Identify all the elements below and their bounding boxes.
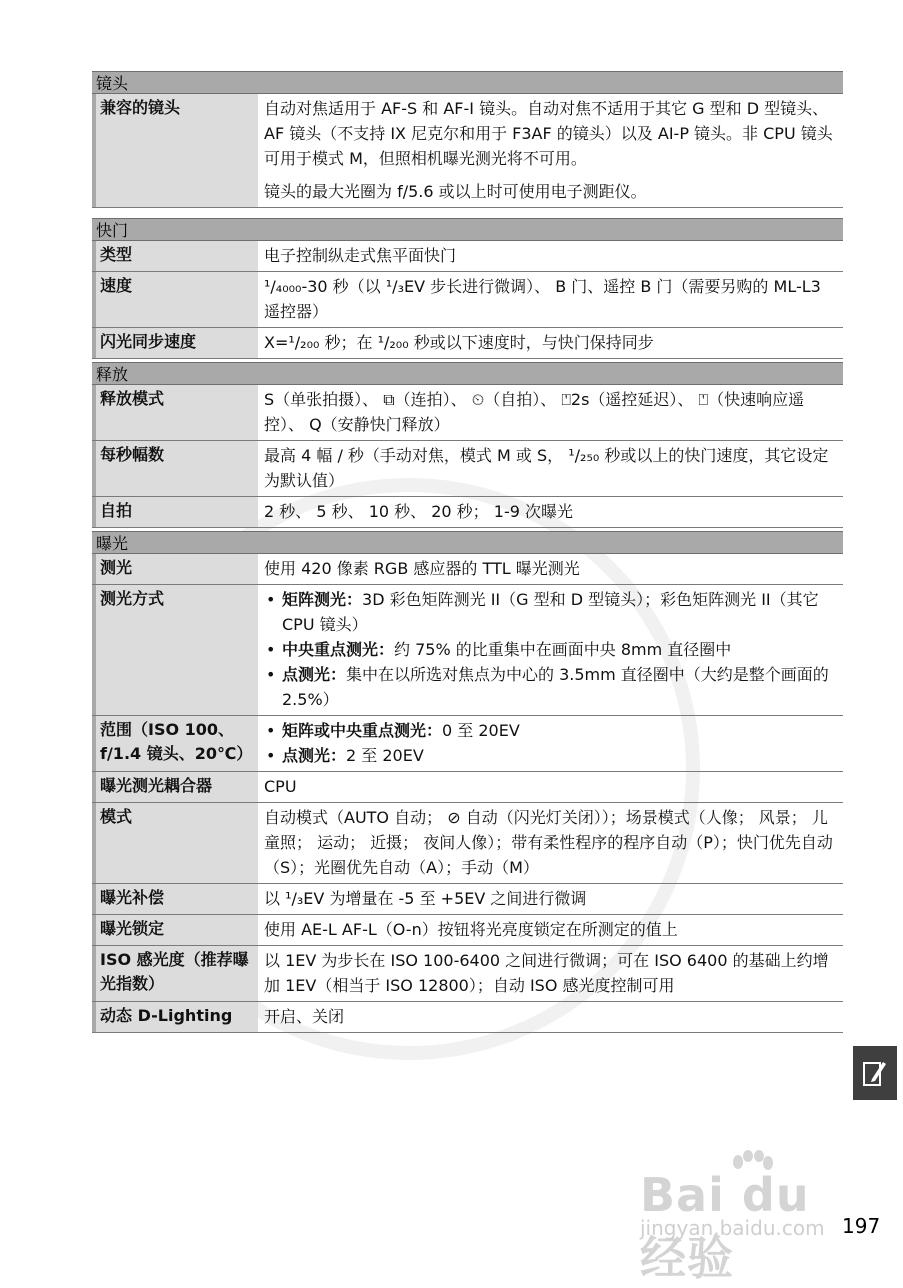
baidu-logo-text: Bai du 经验 xyxy=(640,1168,810,1285)
bullet-item xyxy=(264,637,839,662)
row-label: 模式 xyxy=(92,803,258,883)
row-text: 2 秒、 5 秒、 10 秒、 20 秒； 1-9 次曝光 xyxy=(264,502,573,521)
baidu-jingyan-watermark xyxy=(640,1150,860,1285)
spec-row xyxy=(92,803,843,884)
spec-row xyxy=(92,915,843,946)
row-text: 以 1EV 为步长在 ISO 100-6400 之间进行微调；可在 ISO 6400 的基础上约增加 1EV（相当于 ISO 12800）；自动 ISO 感光度控制可用 xyxy=(264,951,829,995)
row-label: 速度 xyxy=(92,272,258,327)
row-label: 动态 D-Lighting xyxy=(92,1002,258,1032)
spec-row xyxy=(92,772,843,803)
section-title: 镜头 xyxy=(92,71,843,94)
row-label: 范围（ISO 100、f/1.4 镜头、20℃） xyxy=(92,716,258,771)
row-value xyxy=(258,497,843,527)
bullet-term: 中央重点测光： xyxy=(282,640,395,659)
row-text: S（单张拍摄）、 ⧉（连拍）、 ⏲（自拍）、 ⍞2s（遥控延迟）、 ⍞（快速响应遥控）、 Q（安静快门释放） xyxy=(264,390,805,434)
bullet-term: 点测光： xyxy=(282,665,347,684)
row-value xyxy=(258,272,843,327)
section-title: 快门 xyxy=(92,218,843,241)
spec-row xyxy=(92,716,843,772)
row-text: 使用 AE-L AF-L（O-n）按钮将光亮度锁定在所测定的值上 xyxy=(264,920,678,939)
row-value xyxy=(258,328,843,358)
row-text: ¹/₄₀₀₀-30 秒（以 ¹/₃EV 步长进行微调）、 B 门、遥控 B 门（需要另购的 ML-L3 遥控器） xyxy=(264,277,821,321)
row-label: 释放模式 xyxy=(92,385,258,440)
section-title: 释放 xyxy=(92,362,843,385)
bullet-item xyxy=(264,718,839,743)
bullet-text: 3D 彩色矩阵测光 II（G 型和 D 型镜头）；彩色矩阵测光 II（其它 CPU 镜头） xyxy=(282,590,819,634)
row-label: 兼容的镜头 xyxy=(92,94,258,207)
section-exposure xyxy=(92,531,843,1033)
row-value xyxy=(258,94,843,207)
bullet-item xyxy=(264,743,839,768)
row-value xyxy=(258,1002,843,1032)
page-number: 197 xyxy=(842,1214,881,1238)
row-text: 最高 4 幅 / 秒（手动对焦，模式 M 或 S， ¹/₂₅₀ 秒或以上的快门速度，其它设定为默认值） xyxy=(264,446,829,490)
spec-row xyxy=(92,884,843,915)
row-text: CPU xyxy=(264,777,297,796)
row-label: 闪光同步速度 xyxy=(92,328,258,358)
row-value xyxy=(258,884,843,914)
row-text: X=¹/₂₀₀ 秒；在 ¹/₂₀₀ 秒或以下速度时，与快门保持同步 xyxy=(264,333,654,352)
row-label: 类型 xyxy=(92,241,258,271)
section-shutter xyxy=(92,218,843,359)
spec-row xyxy=(92,497,843,528)
spec-row xyxy=(92,385,843,441)
row-label: 曝光锁定 xyxy=(92,915,258,945)
spec-row xyxy=(92,94,843,208)
row-value xyxy=(258,585,843,715)
row-label: 曝光测光耦合器 xyxy=(92,772,258,802)
row-value xyxy=(258,915,843,945)
bullet-text: 2 至 20EV xyxy=(346,746,424,765)
row-value xyxy=(258,803,843,883)
section-lens xyxy=(92,71,843,208)
row-label: 测光方式 xyxy=(92,585,258,715)
spec-row xyxy=(92,1002,843,1033)
bullet-item xyxy=(264,587,839,637)
row-value xyxy=(258,554,843,584)
bullet-term: 点测光： xyxy=(282,746,347,765)
spec-row xyxy=(92,441,843,497)
bullet-text: 0 至 20EV xyxy=(442,721,520,740)
row-text: 镜头的最大光圈为 f/5.6 或以上时可使用电子测距仪。 xyxy=(264,182,647,201)
row-label: ISO 感光度（推荐曝光指数） xyxy=(92,946,258,1001)
chapter-tab[interactable] xyxy=(853,1046,897,1100)
baidu-url: jingyan.baidu.com xyxy=(640,1216,825,1240)
spec-row xyxy=(92,585,843,716)
row-value xyxy=(258,385,843,440)
notes-pencil-icon xyxy=(863,1059,887,1087)
spec-row xyxy=(92,272,843,328)
spec-row xyxy=(92,241,843,272)
spec-row xyxy=(92,328,843,359)
row-text: 以 ¹/₃EV 为增量在 -5 至 +5EV 之间进行微调 xyxy=(264,889,587,908)
row-text: 使用 420 像素 RGB 感应器的 TTL 曝光测光 xyxy=(264,559,580,578)
row-text: 开启、关闭 xyxy=(264,1007,345,1026)
row-label: 自拍 xyxy=(92,497,258,527)
row-label: 曝光补偿 xyxy=(92,884,258,914)
row-label: 测光 xyxy=(92,554,258,584)
section-title: 曝光 xyxy=(92,531,843,554)
spec-row xyxy=(92,554,843,585)
row-value xyxy=(258,716,843,771)
bullet-term: 矩阵测光： xyxy=(282,590,363,609)
row-value xyxy=(258,241,843,271)
row-value xyxy=(258,772,843,802)
row-text: 电子控制纵走式焦平面快门 xyxy=(264,246,457,265)
row-label: 每秒幅数 xyxy=(92,441,258,496)
bullet-item xyxy=(264,662,839,712)
spec-table xyxy=(92,71,843,1033)
row-value xyxy=(258,946,843,1001)
row-text: 自动对焦适用于 AF-S 和 AF-I 镜头。自动对焦不适用于其它 G 型和 D 型镜头、 AF 镜头（不支持 IX 尼克尔和用于 F3AF 的镜头）以及 AI-P 镜头。非 CPU 镜头可用于模式 M，但照相机曝光测光将不可用。 xyxy=(264,99,833,168)
spec-row xyxy=(92,946,843,1002)
bullet-text: 集中在以所选对焦点为中心的 3.5mm 直径圈中（大约是整个画面的 2.5%） xyxy=(282,665,829,709)
section-release xyxy=(92,362,843,528)
row-text: 自动模式（AUTO 自动； ⊘ 自动（闪光灯关闭））；场景模式（人像； 风景； 儿童照； 运动； 近摄； 夜间人像）；带有柔性程序的程序自动（P）；快门优先自动（S）；光圈优先自动（A）；手动（M） xyxy=(264,808,833,877)
bullet-term: 矩阵或中央重点测光： xyxy=(282,721,443,740)
row-value xyxy=(258,441,843,496)
bullet-text: 约 75% 的比重集中在画面中央 8mm 直径圈中 xyxy=(394,640,732,659)
